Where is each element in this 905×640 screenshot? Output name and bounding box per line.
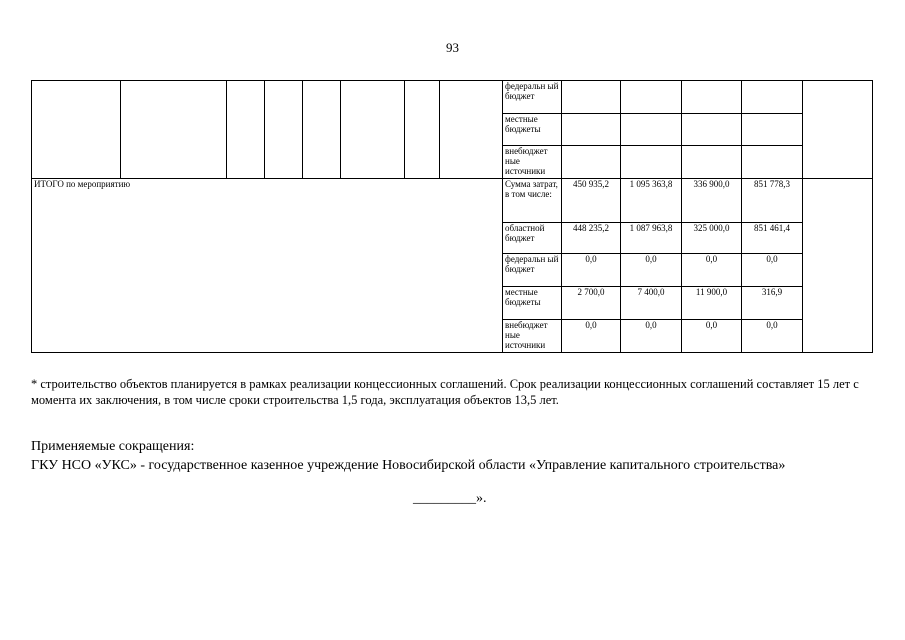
- source-cell: федеральн ый бюджет: [503, 254, 562, 287]
- value-cell: 325 000,0: [682, 223, 742, 254]
- value-cell: 0,0: [742, 320, 803, 353]
- value-cell: 1 095 363,8: [621, 179, 682, 223]
- page-number: 93: [446, 40, 459, 55]
- closing-mark: _________».: [413, 491, 487, 506]
- value-cell: 851 778,3: [742, 179, 803, 223]
- value-cell: 2 700,0: [562, 287, 621, 320]
- value-cell: 0,0: [742, 254, 803, 287]
- source-cell: федеральн ый бюджет: [503, 81, 562, 114]
- source-cell: областной бюджет: [503, 223, 562, 254]
- value-cell: 11 900,0: [682, 287, 742, 320]
- abbreviations-title: Применяемые сокращения:: [31, 439, 195, 454]
- budget-table: [31, 80, 873, 353]
- value-cell: 316,9: [742, 287, 803, 320]
- value-cell: 0,0: [562, 320, 621, 353]
- value-cell: 450 935,2: [562, 179, 621, 223]
- table-row: [32, 81, 873, 114]
- footnote: * строительство объектов планируется в рамках реализации концессионных соглашений. Срок реализации концессионных соглашений составляет 15 лет с момента их заключения, в том числе сроки строительства 1,5 года, эксплуатация объектов 13,5 лет.: [31, 377, 859, 407]
- value-cell: 0,0: [682, 254, 742, 287]
- source-cell: внебюджет ные источники: [503, 146, 562, 179]
- value-cell: 336 900,0: [682, 179, 742, 223]
- value-cell: 851 461,4: [742, 223, 803, 254]
- source-cell: внебюджет ные источники: [503, 320, 562, 353]
- source-cell: местные бюджеты: [503, 287, 562, 320]
- abbreviation-entry: ГКУ НСО «УКС» - государственное казенное учреждение Новосибирской области «Управление капитального строительства»: [31, 458, 786, 473]
- total-label: ИТОГО по мероприятию: [32, 179, 503, 353]
- value-cell: 0,0: [621, 320, 682, 353]
- value-cell: 448 235,2: [562, 223, 621, 254]
- value-cell: 1 087 963,8: [621, 223, 682, 254]
- source-cell: Сумма затрат, в том числе:: [503, 179, 562, 223]
- table-row: [32, 179, 873, 223]
- value-cell: 7 400,0: [621, 287, 682, 320]
- value-cell: 0,0: [621, 254, 682, 287]
- source-cell: местные бюджеты: [503, 114, 562, 146]
- value-cell: 0,0: [682, 320, 742, 353]
- value-cell: 0,0: [562, 254, 621, 287]
